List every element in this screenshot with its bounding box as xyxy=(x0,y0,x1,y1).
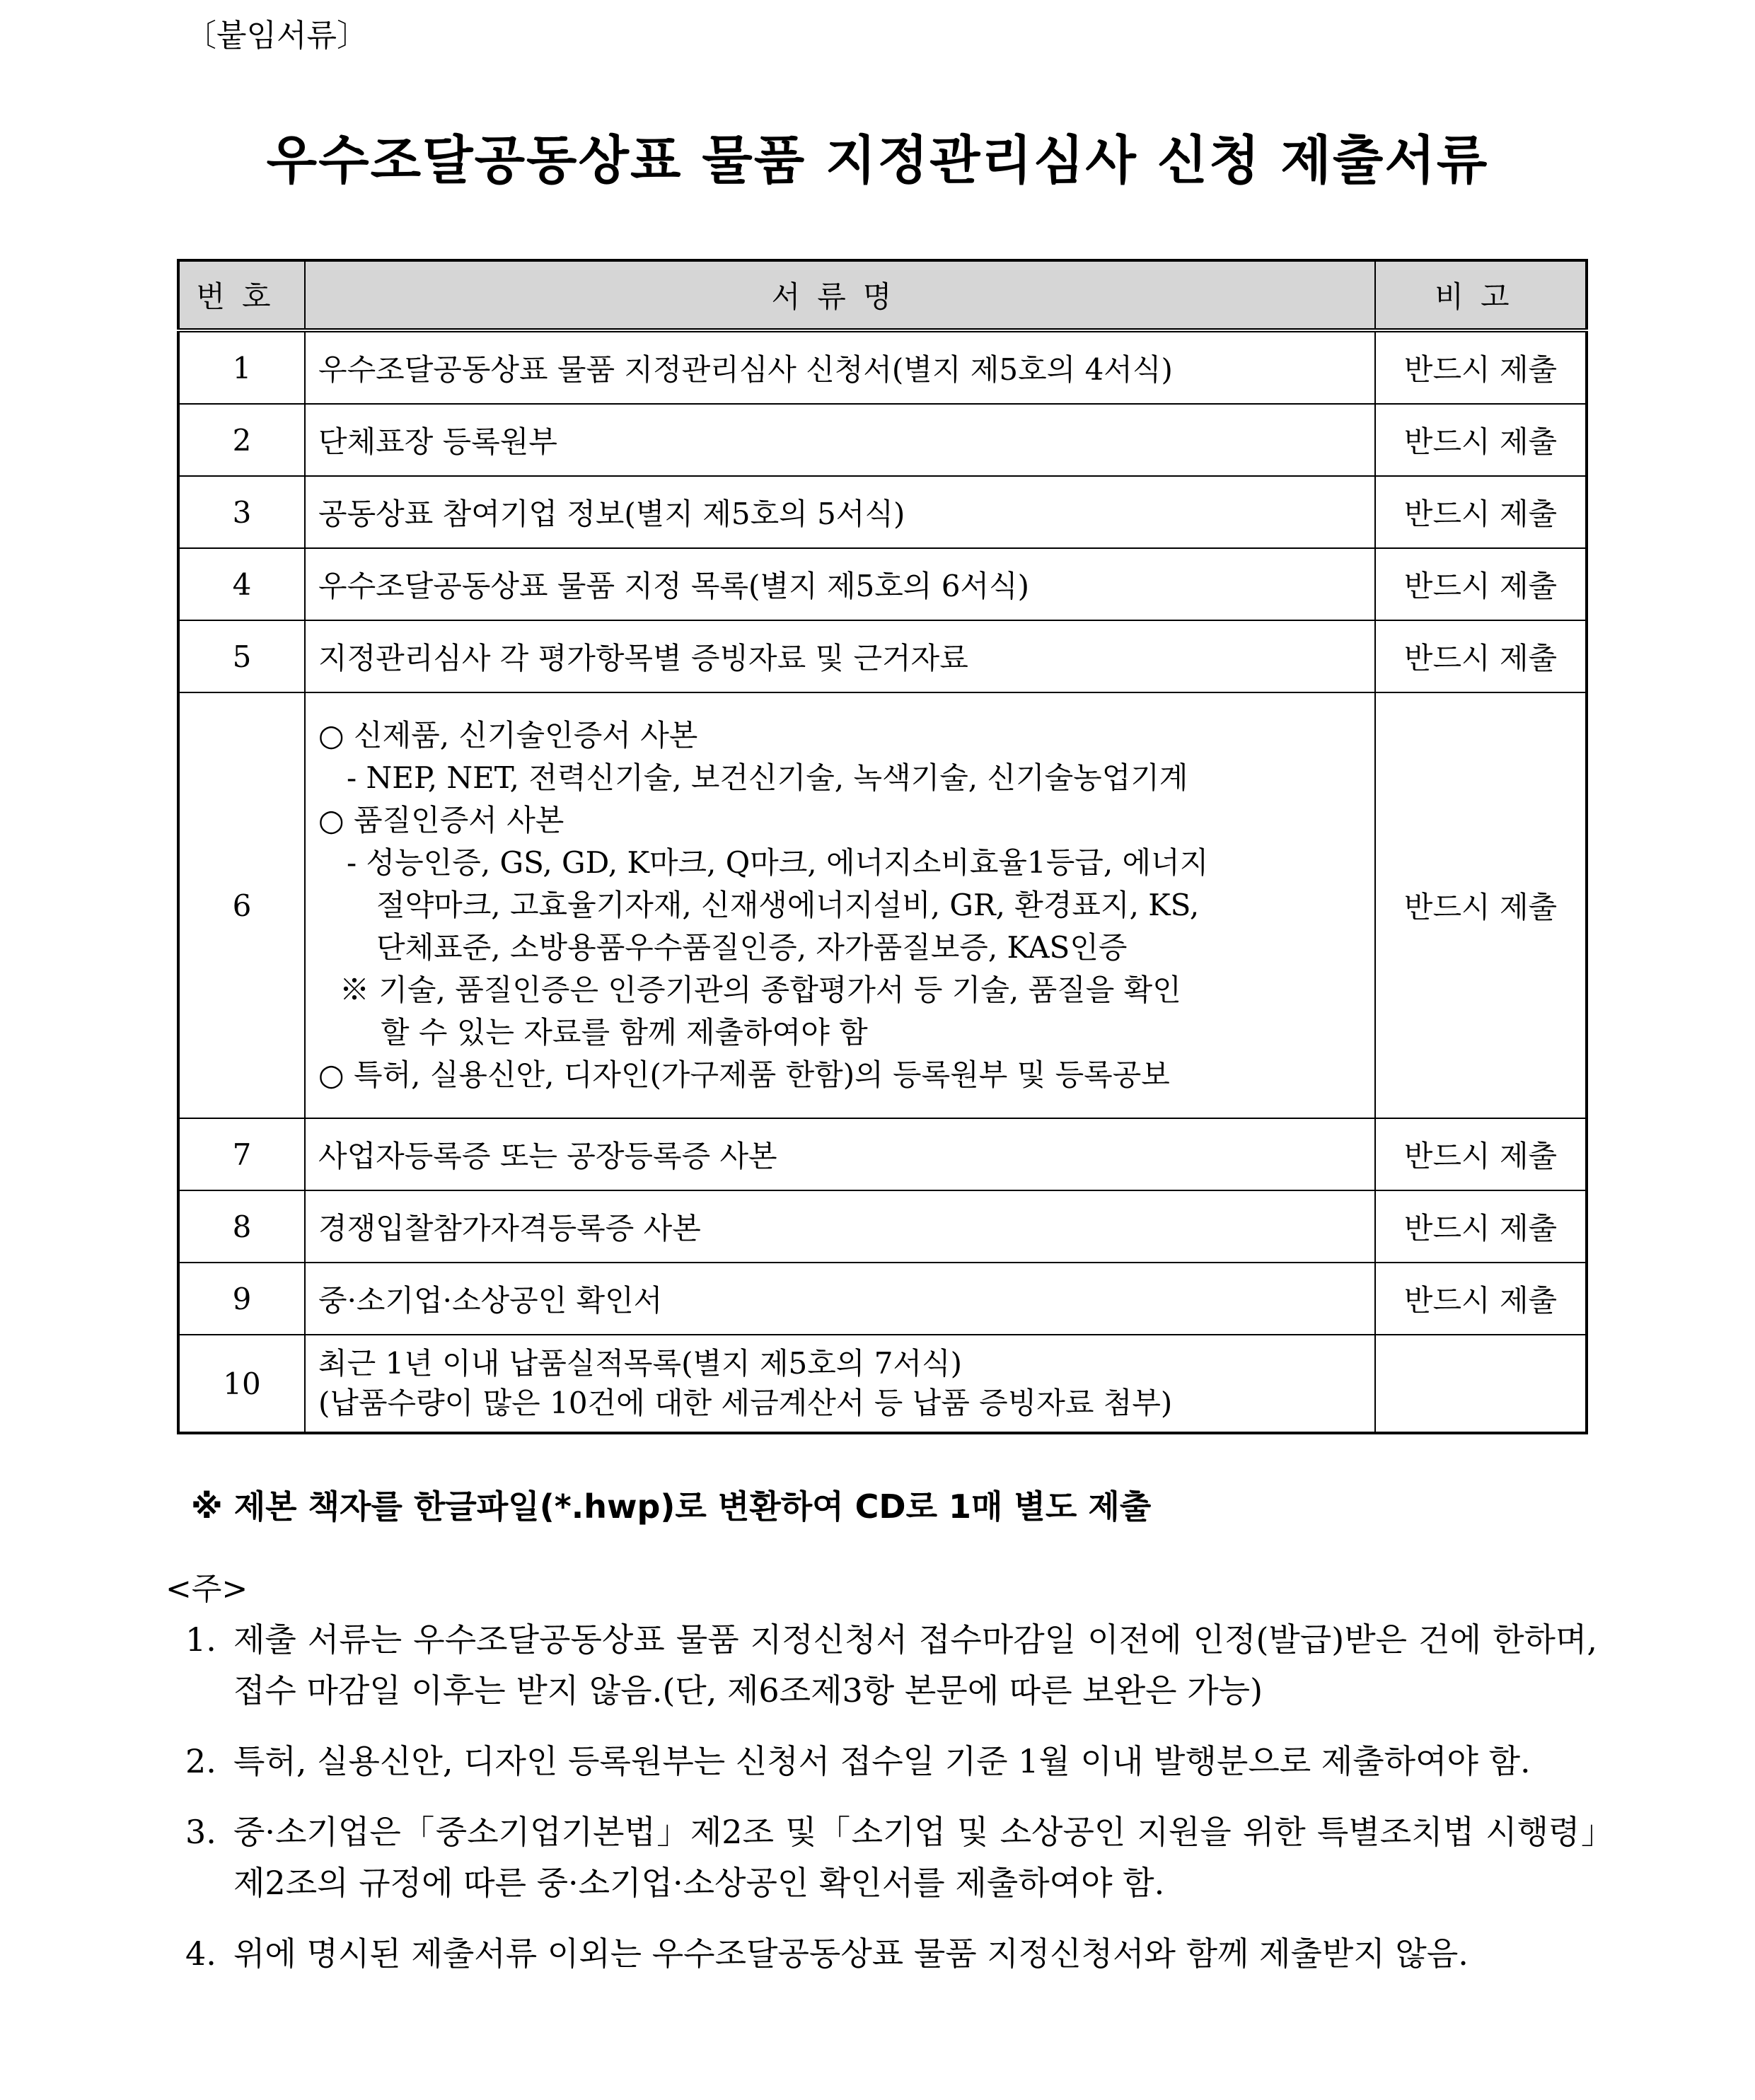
attachment-label: 〔붙임서류〕 xyxy=(185,18,369,54)
cert-line: ○ 특허, 실용신안, 디자인(가구제품 한함)의 등록원부 및 등록공보 xyxy=(318,1057,1170,1092)
delivery-evidence-line: (납품수량이 많은 10건에 대한 세금계산서 등 납품 증빙자료 첨부) xyxy=(318,1386,1173,1420)
table-row xyxy=(178,404,1587,476)
note-number: 4. xyxy=(185,1934,216,1973)
row-document-name xyxy=(305,692,1375,1118)
row-number: 7 xyxy=(178,1118,305,1190)
note-text: 위에 명시된 제출서류 이외는 우수조달공동상표 물품 지정신청서와 함께 제출받지 않음. xyxy=(233,1934,1469,1973)
row-number: 8 xyxy=(178,1190,305,1263)
list-item xyxy=(185,1928,1597,1979)
header-remarks: 비고 xyxy=(1375,260,1587,330)
note-number: 3. xyxy=(185,1813,216,1851)
cert-line: 절약마크, 고효율기자재, 신재생에너지설비, GR, 환경표지, KS, xyxy=(376,888,1200,922)
row-remarks: 반드시 제출 xyxy=(1375,1190,1587,1263)
row-remarks: 반드시 제출 xyxy=(1375,692,1587,1118)
row-document-name: 단체표장 등록원부 xyxy=(305,404,1375,476)
documents-table xyxy=(177,259,1588,1434)
row-remarks: 반드시 제출 xyxy=(1375,548,1587,620)
note-text: 중·소기업은「중소기업기본법」제2조 및「소기업 및 소상공인 지원을 위한 특별조치법 시행령」제2조의 규정에 따른 중·소기업·소상공인 확인서를 제출하여야 함. xyxy=(233,1813,1597,1902)
row-document-name: 중·소기업·소상공인 확인서 xyxy=(305,1263,1375,1335)
row-remarks: 반드시 제출 xyxy=(1375,476,1587,548)
cert-line: - NEP, NET, 전력신기술, 보건신기술, 녹색기술, 신기술농업기계 xyxy=(347,760,1188,795)
row-document-name xyxy=(305,1335,1375,1433)
list-item xyxy=(185,1736,1597,1787)
row-document-name: 우수조달공동상표 물품 지정 목록(별지 제5호의 6서식) xyxy=(305,548,1375,620)
table-row xyxy=(178,692,1587,1118)
table-row xyxy=(178,548,1587,620)
note-number: 1. xyxy=(185,1620,216,1659)
header-number: 번호 xyxy=(178,260,305,330)
row-number: 9 xyxy=(178,1263,305,1335)
cert-line: 할 수 있는 자료를 함께 제출하여야 함 xyxy=(381,1015,868,1050)
note-number: 2. xyxy=(185,1742,216,1780)
header-document-name: 서류명 xyxy=(305,260,1375,330)
row-number: 1 xyxy=(178,330,305,404)
delivery-record-line: 최근 1년 이내 납품실적목록(별지 제5호의 7서식) xyxy=(318,1346,962,1381)
row-document-name: 경쟁입찰참가자격등록증 사본 xyxy=(305,1190,1375,1263)
table-row xyxy=(178,476,1587,548)
cert-line: - 성능인증, GS, GD, K마크, Q마크, 에너지소비효율1등급, 에너지 xyxy=(347,845,1209,880)
cert-line: ○ 신제품, 신기술인증서 사본 xyxy=(318,718,698,753)
page-title: 우수조달공동상표 물품 지정관리심사 신청 제출서류 xyxy=(266,130,1489,191)
table-row xyxy=(178,1335,1587,1433)
notes-list xyxy=(185,1614,1597,1999)
list-item xyxy=(185,1806,1597,1908)
row-number: 5 xyxy=(178,620,305,692)
row-number: 6 xyxy=(178,692,305,1118)
row-number: 4 xyxy=(178,548,305,620)
cert-line: ※ 기술, 품질인증은 인증기관의 종합평가서 등 기술, 품질을 확인 xyxy=(340,973,1181,1007)
row-number: 3 xyxy=(178,476,305,548)
table-row xyxy=(178,620,1587,692)
footnote: ※ 제본 책자를 한글파일(*.hwp)로 변환하여 CD로 1매 별도 제출 xyxy=(191,1487,1152,1526)
row-remarks: 반드시 제출 xyxy=(1375,1263,1587,1335)
row-number: 2 xyxy=(178,404,305,476)
table-row xyxy=(178,1118,1587,1190)
row-remarks: 반드시 제출 xyxy=(1375,620,1587,692)
row-remarks: 반드시 제출 xyxy=(1375,330,1587,404)
list-item xyxy=(185,1614,1597,1716)
row-document-name: 우수조달공동상표 물품 지정관리심사 신청서(별지 제5호의 4서식) xyxy=(305,330,1375,404)
row-remarks: 반드시 제출 xyxy=(1375,1118,1587,1190)
cert-line: ○ 품질인증서 사본 xyxy=(318,803,564,837)
table-row xyxy=(178,1190,1587,1263)
table-row xyxy=(178,1263,1587,1335)
table-header-row xyxy=(178,260,1587,330)
row-document-name: 사업자등록증 또는 공장등록증 사본 xyxy=(305,1118,1375,1190)
cert-line: 단체표준, 소방용품우수품질인증, 자가품질보증, KAS인증 xyxy=(376,930,1128,965)
row-remarks: 반드시 제출 xyxy=(1375,404,1587,476)
row-number: 10 xyxy=(178,1335,305,1433)
notes-heading: <주> xyxy=(166,1571,248,1607)
note-text: 특허, 실용신안, 디자인 등록원부는 신청서 접수일 기준 1월 이내 발행분으로 제출하여야 함. xyxy=(233,1742,1531,1780)
note-text: 제출 서류는 우수조달공동상표 물품 지정신청서 접수마감일 이전에 인정(발급)받은 건에 한하며, 접수 마감일 이후는 받지 않음.(단, 제6조제3항 본문에 따른 보완은 가능) xyxy=(233,1620,1597,1710)
row-document-name: 공동상표 참여기업 정보(별지 제5호의 5서식) xyxy=(305,476,1375,548)
row-document-name: 지정관리심사 각 평가항목별 증빙자료 및 근거자료 xyxy=(305,620,1375,692)
row-remarks xyxy=(1375,1335,1587,1433)
table-row xyxy=(178,330,1587,404)
